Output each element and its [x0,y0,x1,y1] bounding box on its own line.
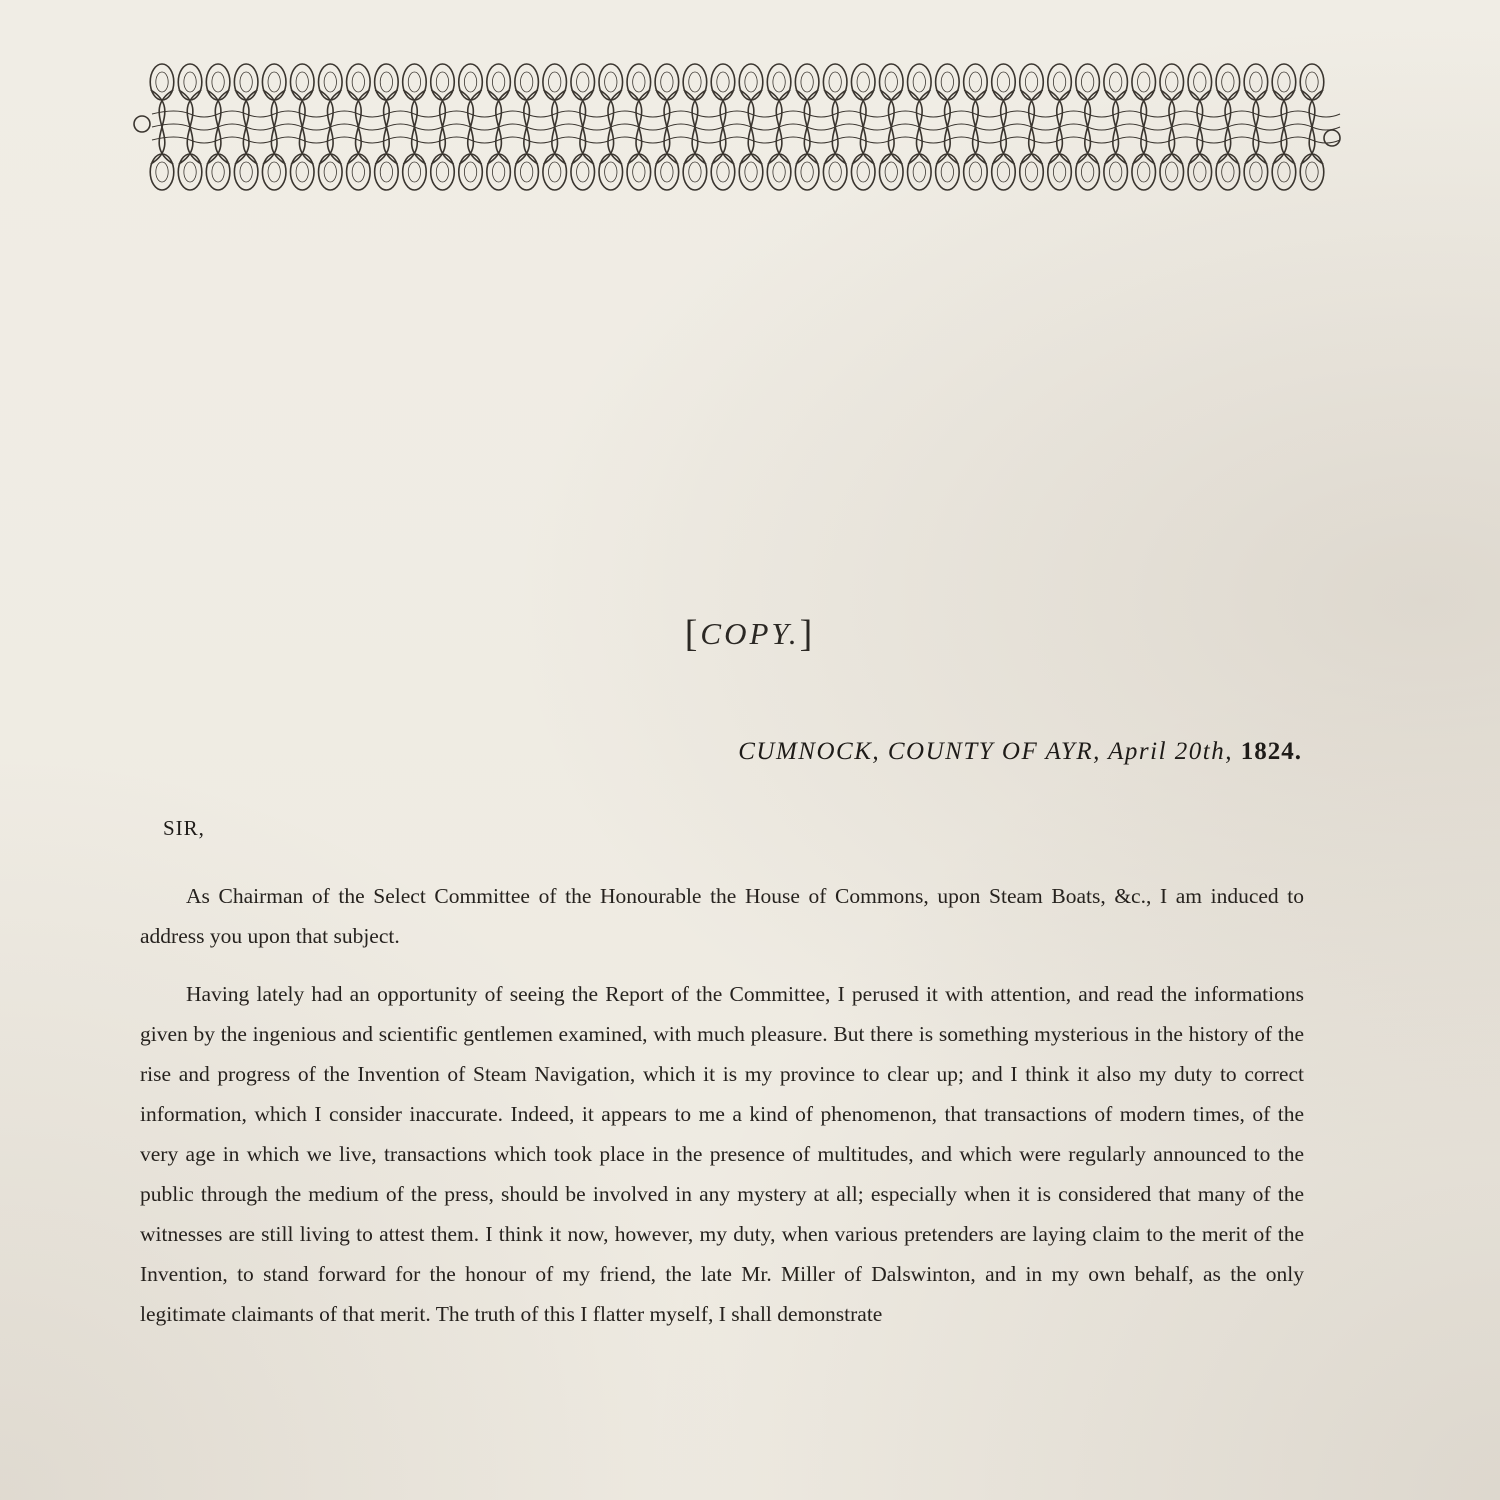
dateline [738,738,1302,766]
dateline-date: April 20th, [1108,738,1233,765]
heading-close-bracket: ] [799,613,816,655]
heading-open-bracket: [ [684,613,701,655]
paragraph-1-text: As Chairman of the Select Committee of the Honourable the House of Commons, upon Steam Boats, &c., I am induced to address you upon that subject. [140,884,1304,948]
paragraph-2-text: Having lately had an opportunity of seeing the Report of the Committee, I perused it with attention, and read the informations given by the ingenious and scientific gentlemen examined, with much pleasure. But there is something mysterious in the history of the rise and progress of the Invention of Steam Navigation, which it is my province to clear up; and I think it also my duty to correct information, which I consider inaccurate. Indeed, it appears to me a kind of phenomenon, that transactions of modern times, of the very age in which we live, transactions which took place in the presence of multitudes, and which were regularly announced to the public through the medium of the press, should be involved in any mystery at all; especially when it is considered that many of the witnesses are still living to attest them. I think it now, however, my duty, when various pretenders are laying claim to the merit of the Invention, to stand forward for the honour of my friend, the late Mr. Miller of Dalswinton, and in my own behalf, as the only legitimate claimants of that merit. The truth of this I flatter myself, I shall demonstrate [140,982,1304,1326]
copy-heading [0,612,1500,656]
heading-label: COPY. [700,616,800,651]
paragraph-2 [140,974,1304,1334]
dateline-year: 1824. [1240,738,1302,765]
dateline-place: CUMNOCK, COUNTY OF AYR, [738,738,1101,765]
decorative-border-ornament-icon [132,52,1344,202]
paragraph-1 [140,876,1304,956]
salutation: SIR, [163,816,205,840]
